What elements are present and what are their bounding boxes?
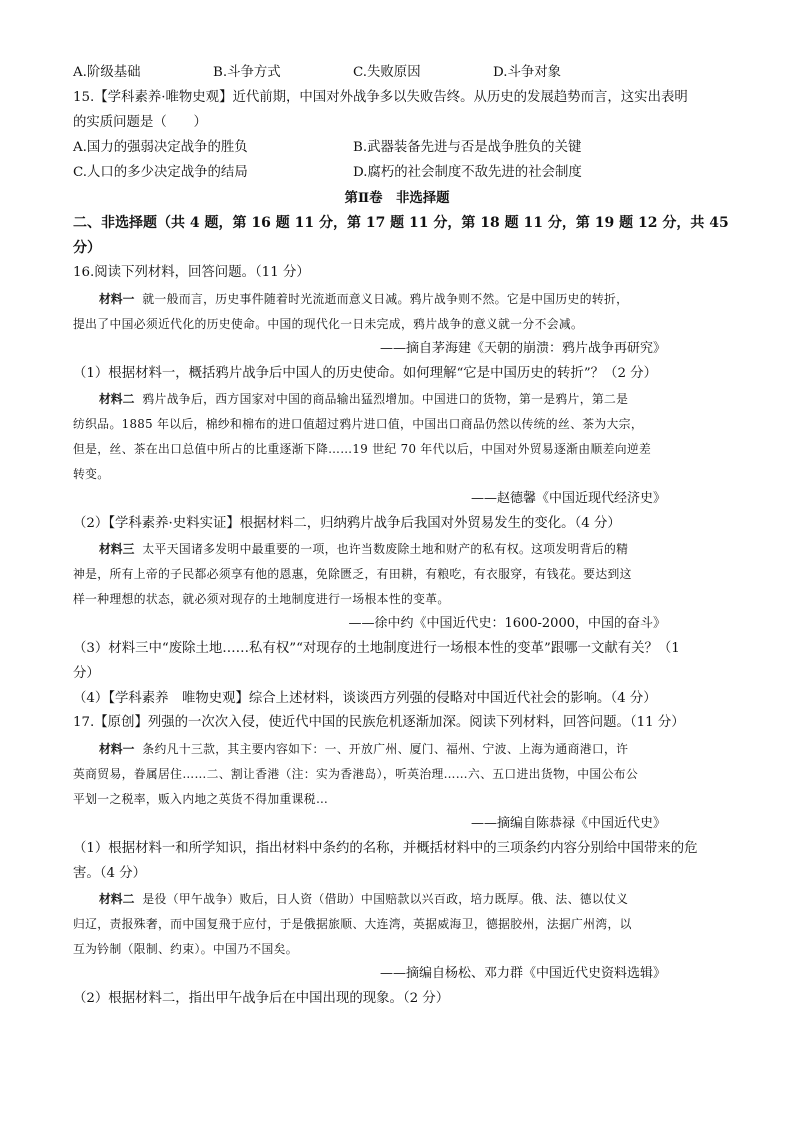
q17-intro: 17.【原创】列强的一次次入侵，使近代中国的民族危机逐渐加深。阅读下列材料，回答问题。（11 分） <box>73 715 685 730</box>
q14-option-a[interactable]: A.阶级基础 <box>73 65 141 80</box>
q16-intro: 16.阅读下列材料，回答问题。（11 分） <box>73 265 310 280</box>
q16-material3-line1 <box>73 540 734 558</box>
q16-material2-source: ——赵德馨《中国近现代经济史》 <box>470 491 666 506</box>
q16-material3-source: ——徐中约《中国近代史：1600-2000，中国的奋斗》 <box>348 616 666 631</box>
q17-material2-label: 材料二 <box>99 892 135 906</box>
q16-material2-text: 鸦片战争后，西方国家对中国的商品输出猛烈增加。中国进口的货物，第一是鸦片，第二是 <box>142 392 629 406</box>
q16-subquestion1: （1）根据材料一，概括鸦片战争后中国人的历史使命。如何理解“它是中国历史的转折”？（2 分） <box>73 366 657 381</box>
q17-material2-text: 是役（甲午战争）败后，日人资（借助）中国赔款以兴百政，培力既厚。俄、法、德以仗义 <box>142 892 629 906</box>
q15-stem-line2: 的实质问题是（ ） <box>73 115 207 130</box>
q15-option-b[interactable]: B.武器装备先进与否是战争胜负的关键 <box>353 140 582 155</box>
section-heading-line2: 分） <box>73 240 101 256</box>
q16-material1-line2: 提出了中国必须近代化的历史使命。中国的现代化一日未完成，鸦片战争的意义就一分不会减。 <box>73 317 584 331</box>
q17-material1-line3: 平划一之税率，贩入内地之英货不得加重课税… <box>73 792 329 806</box>
q15-option-a[interactable]: A.国力的强弱决定战争的胜负 <box>73 140 248 155</box>
q16-material1-text: 就一般而言，历史事件随着时光流逝而意义日减。鸦片战争则不然。它是中国历史的转折， <box>142 292 629 306</box>
q17-material1-label: 材料一 <box>99 742 135 756</box>
q16-material1-source: ——摘自茅海建《天朝的崩溃：鸦片战争再研究》 <box>379 341 666 356</box>
q16-subquestion2: （2）【学科素养·史料实证】根据材料二，归纳鸦片战争后我国对外贸易发生的变化。（4 分） <box>73 516 621 531</box>
q17-material1-source: ——摘编自陈恭禄《中国近代史》 <box>470 816 666 831</box>
q17-material2-line1 <box>73 890 734 908</box>
q14-option-d[interactable]: D.斗争对象 <box>493 65 562 80</box>
q15-options-row1 <box>73 139 734 157</box>
q16-material3-text: 太平天国诸多发明中最重要的一项，也许当数废除土地和财产的私有权。这项发明背后的精 <box>142 542 629 556</box>
section-heading-line1: 二、非选择题（共 4 题，第 16 题 11 分，第 17 题 11 分，第 18 题 11 分，第 19 题 12 分，共 45 <box>73 215 729 231</box>
q15-option-c[interactable]: C.人口的多少决定战争的结局 <box>73 165 248 180</box>
q17-material1-text: 条约凡十三款，其主要内容如下：一、开放广州、厦门、福州、宁波、上海为通商港口，许 <box>142 742 629 756</box>
q16-subquestion3-line1: （3）材料三中“废除土地……私有权”“对现存的土地制度进行一场根本性的变革”跟哪一文献有关？（1 <box>73 641 680 656</box>
q16-material3-line3: 样一种理想的状态，就必须对现存的土地制度进行一场根本性的变革。 <box>73 592 450 606</box>
q17-material1-line2: 英商贸易，眷属居住……二、割让香港（注：实为香港岛），听英治理……六、五口进出货物，中国公布公 <box>73 767 639 781</box>
q15-options-row2 <box>73 164 734 182</box>
q16-material2-line3: 但是，丝、茶在出口总值中所占的比重逐渐下降……19 世纪 70 年代以后，中国对外贸易逐渐由顺差向逆差 <box>73 442 652 456</box>
q14-option-c[interactable]: C.失败原因 <box>353 65 421 80</box>
q17-material2-source: ——摘编自杨松、邓力群《中国近代史资料选辑》 <box>379 966 666 981</box>
q17-material2-line3: 互为钤制（限制、约束）。中国乃不国矣。 <box>73 942 298 956</box>
q17-material1-line1 <box>73 740 734 758</box>
q16-material3-line2: 神是，所有上帝的子民都必须享有他的恩惠，免除匮乏，有田耕，有粮吃，有衣服穿，有钱花。要达到这 <box>73 567 632 581</box>
volume-title: 第Ⅱ卷 非选择题 <box>344 190 450 206</box>
q16-subquestion4: （4）【学科素养 唯物史观】综合上述材料，谈谈西方列强的侵略对中国近代社会的影响。（4 分） <box>73 691 657 706</box>
q16-material3-label: 材料三 <box>99 542 135 556</box>
q17-subquestion1-line2: 害。（4 分） <box>73 866 147 881</box>
q16-material2-line1 <box>73 390 734 408</box>
q17-subquestion1-line1: （1）根据材料一和所学知识，指出材料中条约的名称，并概括材料中的三项条约内容分别给中国带来的危 <box>73 841 698 856</box>
q16-subquestion3-line2: 分） <box>73 666 100 681</box>
q16-material2-line2: 纺织品。1885 年以后，棉纱和棉布的进口值超过鸦片进口值，中国出口商品仍然以传统的丝、茶为大宗， <box>73 417 643 431</box>
q14-option-b[interactable]: B.斗争方式 <box>213 65 281 80</box>
q15-stem-line1: 15.【学科素养·唯物史观】近代前期，中国对外战争多以失败告终。从历史的发展趋势而言，这实出表明 <box>73 90 688 105</box>
q17-subquestion2: （2）根据材料二，指出甲午战争后在中国出现的现象。（2 分） <box>73 991 450 1006</box>
q16-material1-line1 <box>73 290 734 308</box>
q17-material2-line2: 归辽，责报殊奢，而中国复飛于应付，于是俄据旅顺、大连湾，英据威海卫，德据胶州，法据广州湾，以 <box>73 917 632 931</box>
q16-material2-line4: 转变。 <box>73 467 110 481</box>
q16-material2-label: 材料二 <box>99 392 135 406</box>
q14-options <box>73 64 734 82</box>
q16-material1-label: 材料一 <box>99 292 135 306</box>
q15-option-d[interactable]: D.腐朽的社会制度不敌先进的社会制度 <box>353 165 582 180</box>
